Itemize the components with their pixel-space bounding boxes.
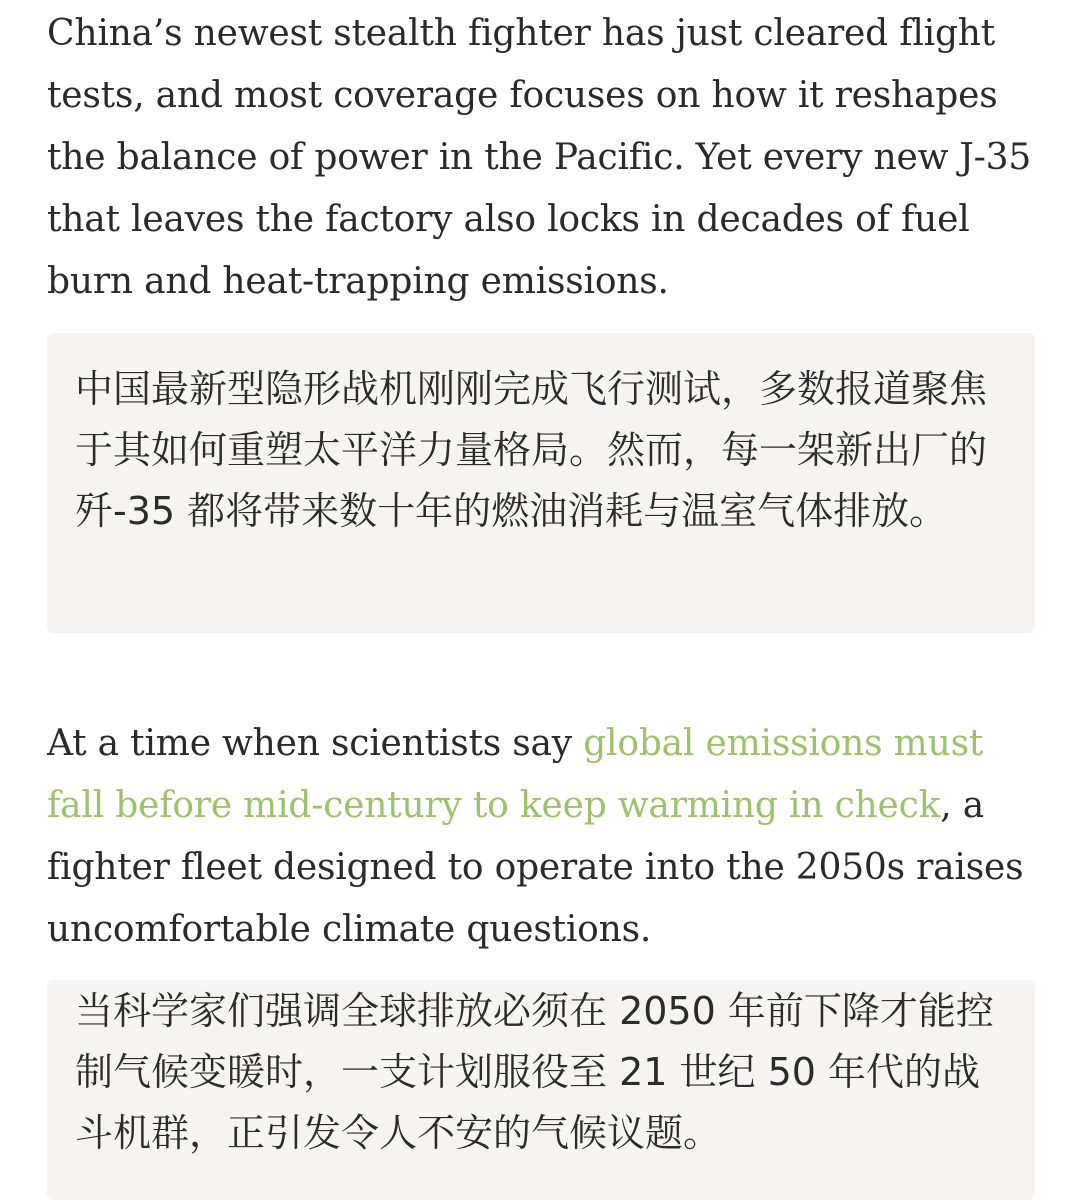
translation-block-2 <box>47 980 1035 1200</box>
english-paragraph-2 <box>47 713 1047 961</box>
paragraph-text-before-link: At a time when scientists say <box>47 723 584 764</box>
chinese-translation-2: 当科学家们强调全球排放必须在 2050 年前下降才能控制气候变暖时，一支计划服役至 21 世纪 50 年代的战斗机群，正引发令人不安的气候议题。 <box>75 989 994 1155</box>
english-paragraph-1: China’s newest stealth fighter has just cleared flight tests, and most coverage focuses on how it reshapes the balance of power in the Pacific. Yet every new J-35 that leaves the factory also locks in decades of fuel burn and heat-trapping emissions. <box>47 13 1032 302</box>
emissions-link[interactable]: global emissions must fall before mid-century to keep warming in check <box>47 723 984 826</box>
chinese-translation-1: 中国最新型隐形战机刚刚完成飞行测试，多数报道聚焦于其如何重塑太平洋力量格局。然而，每一架新出厂的歼-35 都将带来数十年的燃油消耗与温室气体排放。 <box>75 367 988 533</box>
paragraph-text-after-link: , a fighter fleet designed to operate into the 2050s raises uncomfortable climate questions. <box>47 785 1024 950</box>
translation-block-1 <box>47 333 1035 633</box>
